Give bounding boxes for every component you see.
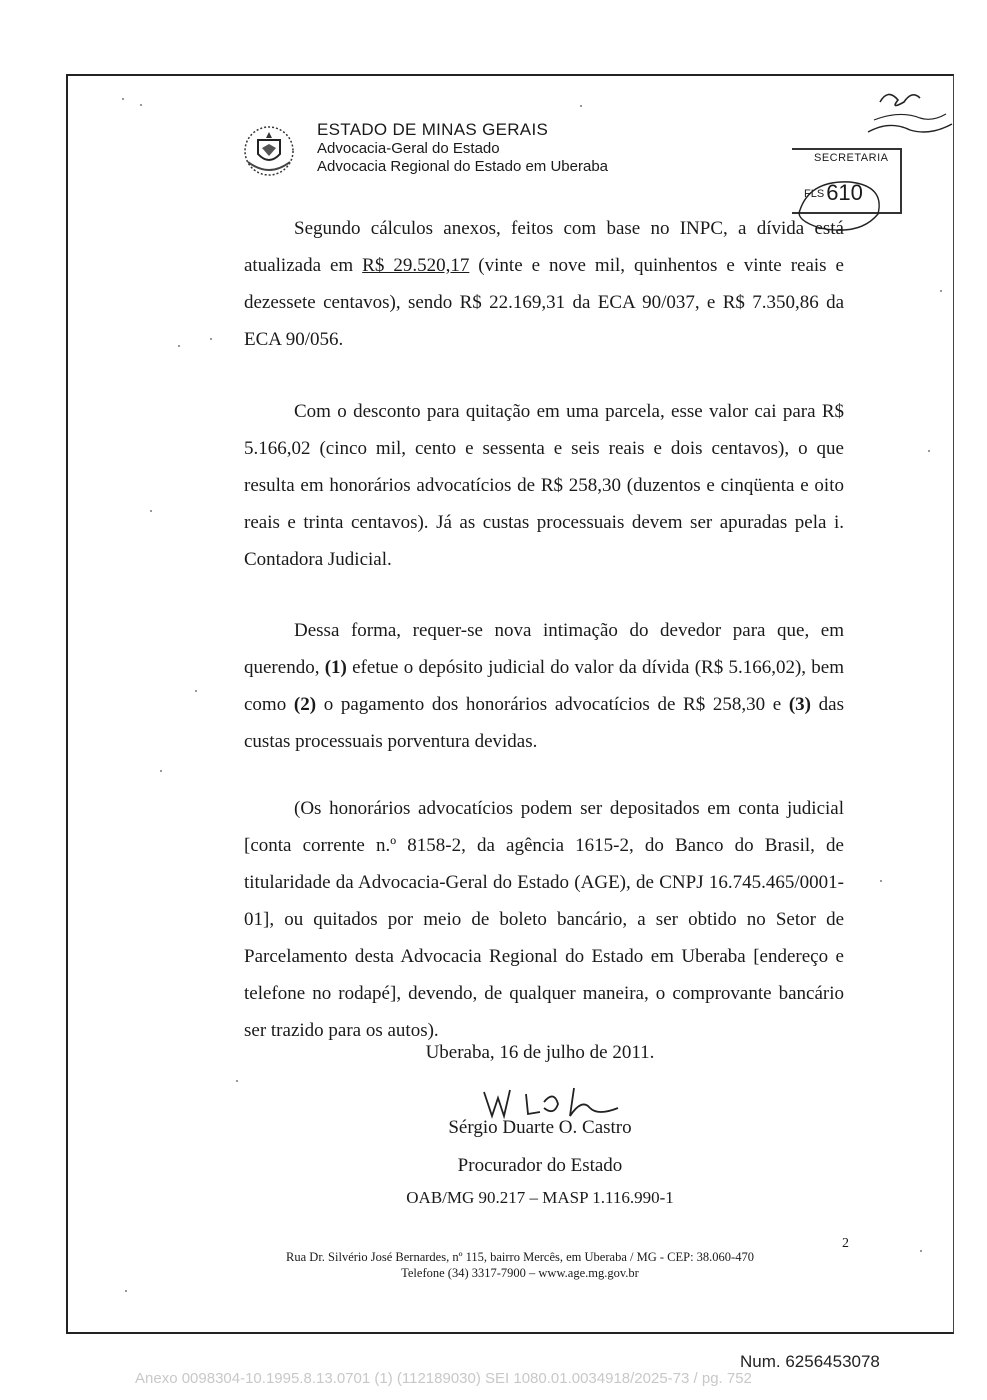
scan-speck xyxy=(940,290,942,292)
paragraph-payment-instructions xyxy=(244,790,844,1049)
scan-speck xyxy=(178,345,180,347)
scan-speck xyxy=(920,1250,922,1252)
coat-of-arms-icon xyxy=(240,122,298,180)
state-name: ESTADO DE MINAS GERAIS xyxy=(317,120,549,139)
page-number: 2 xyxy=(842,1236,849,1251)
footer-contact: Telefone (34) 3317-7900 – www.age.mg.gov.br xyxy=(401,1266,639,1280)
signer-role: Procurador do Estado xyxy=(457,1155,623,1176)
footer-address: Rua Dr. Silvério José Bernardes, nº 115, bairro Mercês, em Uberaba / MG - CEP: 38.060-470 xyxy=(286,1250,754,1264)
scan-speck xyxy=(210,338,212,340)
updated-amount: R$ 29.520,17 xyxy=(362,255,470,276)
scan-speck xyxy=(236,1080,238,1082)
annex-reference: Anexo 0098304-10.1995.8.13.0701 (1) (112189030) SEI 1080.01.0034918/2025-73 / pg. 752 xyxy=(135,1370,752,1387)
p3-text-d: das custas processuais porventura devidas. xyxy=(244,694,844,752)
paragraph-debt-update xyxy=(244,210,844,358)
scan-speck xyxy=(160,770,162,772)
scan-speck xyxy=(122,98,124,100)
signer-name: Sérgio Duarte O. Castro xyxy=(448,1117,632,1138)
scan-speck xyxy=(880,880,882,882)
signer-registration: OAB/MG 90.217 – MASP 1.116.990-1 xyxy=(406,1188,674,1207)
handwritten-signature xyxy=(478,1082,628,1122)
scan-speck xyxy=(140,104,142,106)
p1-text-a: Segundo cálculos anexos, feitos com base no INPC, a dívida está atualizada em xyxy=(244,218,844,276)
scan-speck xyxy=(928,450,930,452)
p4-text: (Os honorários advocatícios podem ser depositados em conta judicial [conta corrente n.º 8158-2, da agência 1615-2, do Banco do Brasil, de titularidade da Advocacia-Geral do Estado (AGE), de CNPJ 16.745.465/0001-01], ou quitados por meio de boleto bancário, a ser obtido no Setor de Parcelamento desta Advocacia Regional do Estado em Uberaba [endereço e telefone no rodapé], devendo, de qualquer maneira, o comprovante bancário ser trazido para os autos). xyxy=(244,798,844,1041)
item-2-marker: (2) xyxy=(293,694,317,715)
p1-text-b: (vinte e nove mil, quinhentos e vinte reais e dezessete centavos), sendo R$ 22.169,31 da ECA 90/037, e R$ 7.350,86 da ECA 90/056. xyxy=(244,255,844,350)
p2-text: Com o desconto para quitação em uma parcela, esse valor cai para R$ 5.166,02 (cinco mil, cento e sessenta e seis reais e dois centavos), o que resulta em honorários advocatícios de R$ 258,30 (duzentos e cinqüenta e oito reais e trinta centavos). Já as custas processuais devem ser apuradas pela i. Contadora Judicial. xyxy=(244,401,844,570)
p3-text-a: Dessa forma, requer-se nova intimação do devedor para que, em querendo, xyxy=(244,620,844,678)
scan-speck xyxy=(150,510,152,512)
stamp-number: 610 xyxy=(826,180,863,205)
stamp-prefix: FLS xyxy=(804,188,825,201)
regional-office-name: Advocacia Regional do Estado em Uberaba xyxy=(317,158,609,175)
scan-speck xyxy=(580,105,582,107)
document-number: Num. 6256453078 xyxy=(740,1352,880,1371)
stamp-label: SECRETARIA xyxy=(814,152,889,164)
agency-name: Advocacia-Geral do Estado xyxy=(317,140,500,157)
handwritten-initials xyxy=(860,80,960,140)
paragraph-discount xyxy=(244,393,844,578)
p3-text-b: efetue o depósito judicial do valor da dívida (R$ 5.166,02), bem como xyxy=(244,657,844,715)
letterhead xyxy=(317,120,608,176)
place-and-date: Uberaba, 16 de julho de 2011. xyxy=(425,1042,655,1063)
scan-speck xyxy=(125,1290,127,1292)
item-3-marker: (3) xyxy=(788,694,812,715)
p3-text-c: o pagamento dos honorários advocatícios de R$ 258,30 e xyxy=(316,694,789,715)
item-1-marker: (1) xyxy=(324,657,347,678)
paragraph-request xyxy=(244,612,844,760)
scan-speck xyxy=(195,690,197,692)
